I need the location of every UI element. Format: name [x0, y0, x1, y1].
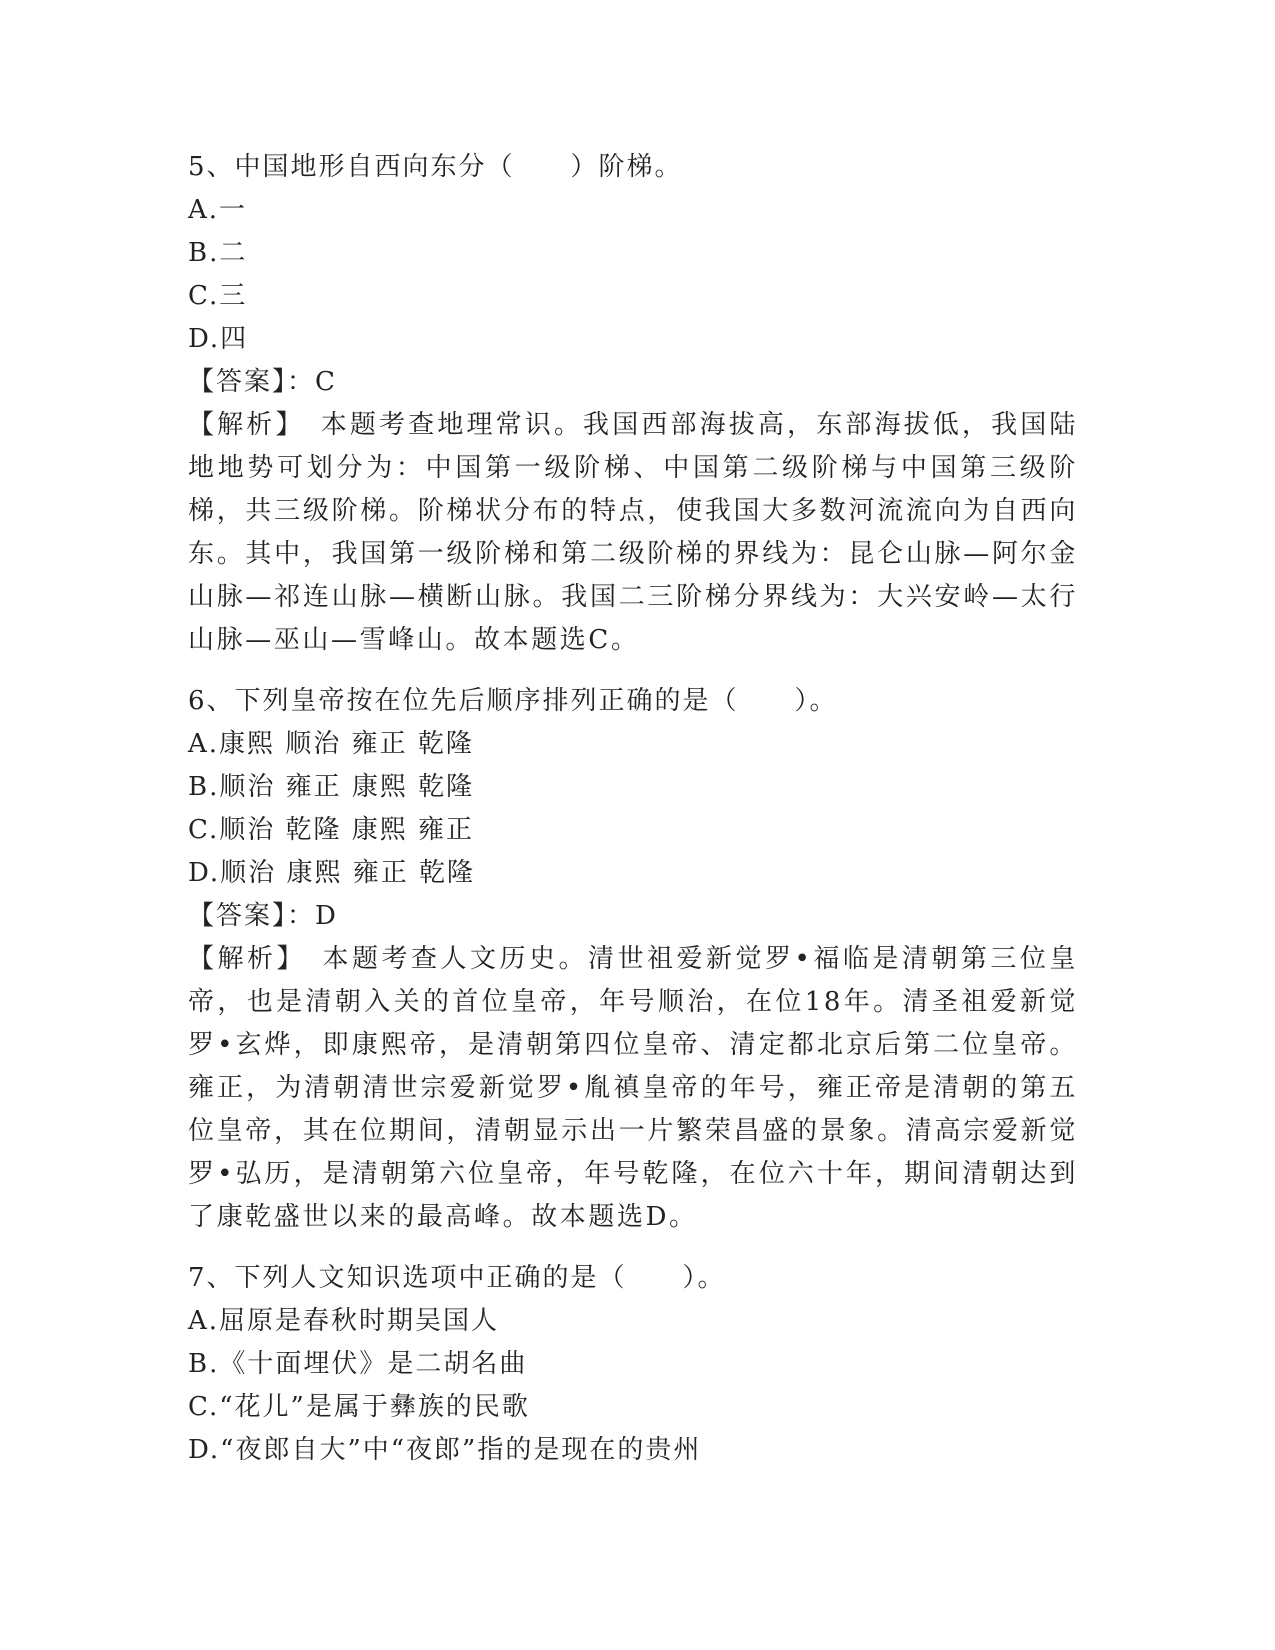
option-d: D.顺治 康熙 雍正 乾隆: [188, 858, 475, 888]
question-stem: 7、下列人文知识选项中正确的是（ ）。: [188, 1263, 726, 1293]
option-a: A.康熙 顺治 雍正 乾隆: [188, 729, 474, 759]
option-c: C.顺治 乾隆 康熙 雍正: [188, 815, 475, 845]
document-page: [188, 146, 1078, 1480]
question-6: [188, 680, 1078, 1239]
question-stem: 5、中国地形自西向东分（ ）阶梯。: [188, 152, 683, 182]
option-c: C.“花儿”是属于彝族的民歌: [188, 1392, 530, 1422]
option-b: B.顺治 雍正 康熙 乾隆: [188, 772, 475, 802]
option-a: A.一: [188, 195, 248, 225]
option-b: B.《十面埋伏》是二胡名曲: [188, 1349, 528, 1379]
analysis-paragraph: 【解析】 本题考查地理常识。我国西部海拔高，东部海拔低，我国陆地地势可划分为：中国第一级阶梯、中国第二级阶梯与中国第三级阶梯，共三级阶梯。阶梯状分布的特点，使我国大多数河流流向为自西向东。其中，我国第一级阶梯和第二级阶梯的界线为：昆仑山脉—阿尔金山脉—祁连山脉—横断山脉。我国二三阶梯分界线为：大兴安岭—太行山脉—巫山—雪峰山。故本题选C。: [188, 410, 1078, 655]
analysis-paragraph: 【解析】 本题考查人文历史。清世祖爱新觉罗•福临是清朝第三位皇帝，也是清朝入关的首位皇帝，年号顺治，在位18年。清圣祖爱新觉罗•玄烨，即康熙帝，是清朝第四位皇帝、清定都北京后第二位皇帝。雍正，为清朝清世宗爱新觉罗•胤禛皇帝的年号，雍正帝是清朝的第五位皇帝，其在位期间，清朝显示出一片繁荣昌盛的景象。清高宗爱新觉罗•弘历，是清朝第六位皇帝，年号乾隆，在位六十年，期间清朝达到了康乾盛世以来的最高峰。故本题选D。: [188, 944, 1078, 1232]
option-d: D.“夜郎自大”中“夜郎”指的是现在的贵州: [188, 1435, 702, 1465]
question-5: [188, 146, 1078, 662]
option-d: D.四: [188, 324, 249, 354]
question-7: [188, 1257, 1078, 1472]
option-b: B.二: [188, 238, 248, 268]
option-a: A.屈原是春秋时期吴国人: [188, 1306, 500, 1336]
option-c: C.三: [188, 281, 248, 311]
answer-line: 【答案】：D: [188, 901, 338, 931]
question-stem: 6、下列皇帝按在位先后顺序排列正确的是（ ）。: [188, 686, 838, 716]
answer-line: 【答案】：C: [188, 367, 337, 397]
